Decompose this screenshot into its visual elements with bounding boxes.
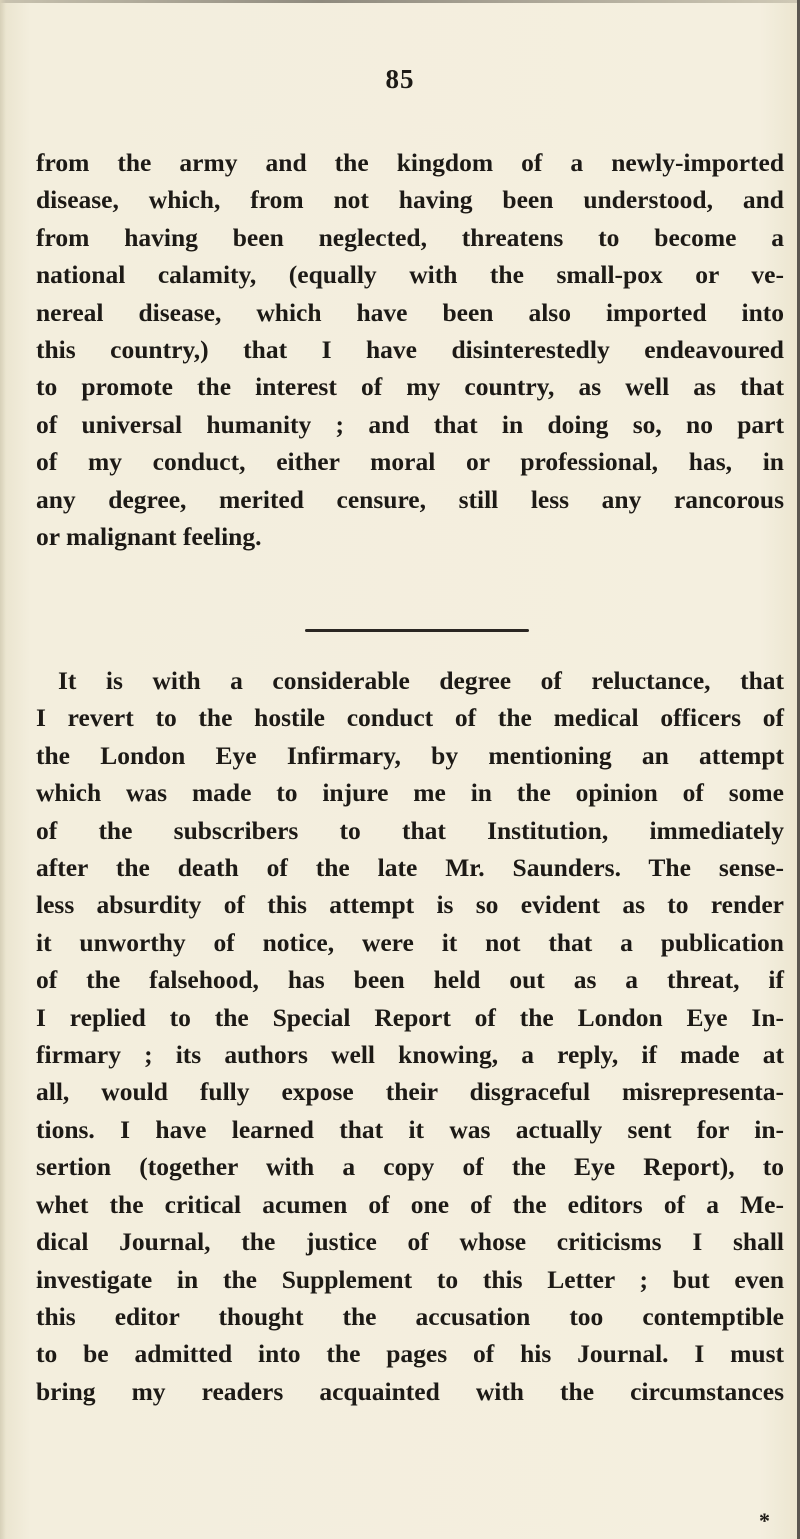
text-line: this editor thought the accusation too contemptible [36,1301,784,1331]
text-line: firmary ; its authors well knowing, a reply, if made at [36,1040,784,1070]
text-line: of my conduct, either moral or professional, has, in [36,447,784,477]
text-line: sertion (together with a copy of the Eye Report), to [36,1152,784,1182]
text-line: of universal humanity ; and that in doing so, no part [36,409,784,439]
text-line: any degree, merited censure, still less any rancorous [36,484,784,514]
page-number: 85 [385,64,415,94]
text-line: whet the critical acumen of one of the editors of a Me- [36,1189,784,1219]
text-line: investigate in the Supplement to this Letter ; but even [36,1264,784,1294]
paragraph-2 [36,662,784,1410]
text-line: disease, which, from not having been understood, and [36,185,784,215]
text-line: of the subscribers to that Institution, immediately [36,815,784,845]
text-line: of the falsehood, has been held out as a threat, if [36,965,784,995]
text-line: this country,) that I have disinterestedly endeavoured [36,335,784,365]
page-gutter-shadow [0,0,6,1539]
text-line: dical Journal, the justice of whose criticisms I shall [36,1227,784,1257]
text-line: after the death of the late Mr. Saunders. The sense- [36,853,784,883]
text-line: I revert to the hostile conduct of the medical officers of [36,703,784,733]
catchword-asterisk: * [759,1508,770,1533]
text-line: from the army and the kingdom of a newly-imported [36,148,784,177]
text-line: the London Eye Infirmary, by mentioning an attempt [36,740,784,770]
paragraph-1 [36,144,784,555]
text-line: less absurdity of this attempt is so evident as to render [36,890,784,920]
text-line: which was made to injure me in the opinion of some [36,778,784,808]
text-line: tions. I have learned that it was actually sent for in- [36,1114,784,1144]
text-line: bring my readers acquainted with the circumstances [36,1376,784,1406]
text-line: to be admitted into the pages of his Journal. I must [36,1339,784,1369]
text-line: or malignant feeling. [36,522,262,552]
text-line: all, would fully expose their disgraceful misrepresenta- [36,1077,784,1107]
text-line: to promote the interest of my country, as well as that [36,372,784,402]
text-line: nereal disease, which have been also imported into [36,297,784,327]
text-line: from having been neglected, threatens to become a [36,222,784,252]
text-line: It is with a considerable degree of reluctance, that [58,666,784,695]
text-line: I replied to the Special Report of the London Eye In- [36,1002,784,1032]
section-divider [305,629,529,632]
page-top-edge [0,0,800,3]
text-line: national calamity, (equally with the small-pox or ve- [36,260,784,290]
text-line: it unworthy of notice, were it not that a publication [36,927,784,957]
